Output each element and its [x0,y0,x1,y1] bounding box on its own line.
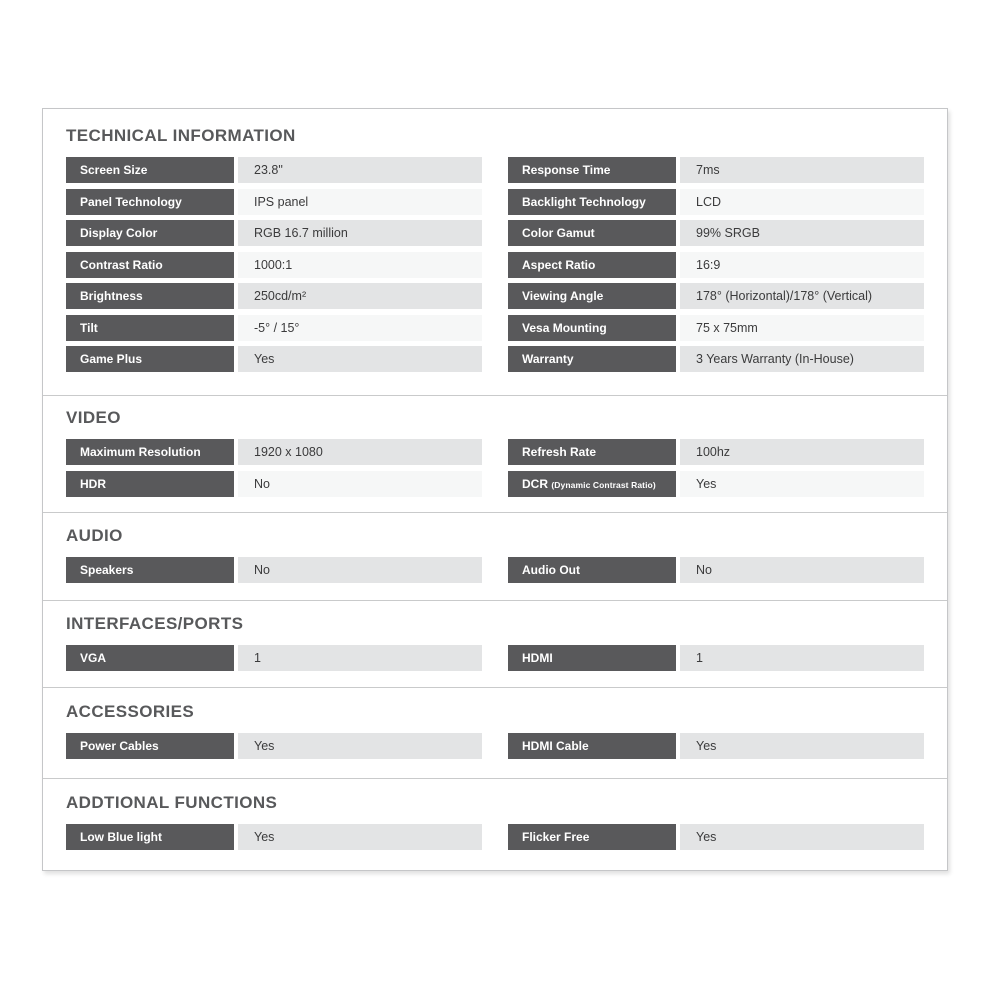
section-columns [66,439,924,502]
spec-label-cell [66,645,234,671]
spec-column-right [508,439,924,502]
spec-label-cell [66,252,234,278]
spec-label-text: Backlight Technology [522,194,646,209]
spec-label-cell [508,315,676,341]
spec-value-cell: RGB 16.7 million [238,220,482,246]
spec-column-left [66,157,482,378]
spec-value-cell: 250cd/m² [238,283,482,309]
spec-label-text: Low Blue light [80,830,162,845]
spec-label-text: Viewing Angle [522,289,604,303]
spec-row-dcr [508,471,924,497]
spec-row-tilt [66,315,482,341]
spec-row-audio-out [508,557,924,583]
spec-label-text: Audio Out [522,562,580,577]
spec-row-speakers [66,557,482,583]
spec-value-cell: 75 x 75mm [680,315,924,341]
spec-value-cell: Yes [238,346,482,372]
section-video [43,395,947,512]
section-interfaces-ports [43,600,947,688]
spec-sheet [42,108,948,871]
spec-label-cell [66,439,234,465]
spec-label-text: HDR [80,476,106,491]
spec-label-text: Flicker Free [522,830,590,845]
spec-label-text: Refresh Rate [522,445,597,460]
spec-label-text: Contrast Ratio [80,257,163,272]
spec-column-right [508,645,924,677]
spec-value-cell: No [238,471,482,497]
section-title: ADDTIONAL FUNCTIONS [66,793,278,813]
spec-row-aspect-ratio [508,252,924,278]
spec-label-cell [66,315,234,341]
section-accessories [43,687,947,778]
spec-row-flicker-free [508,824,924,850]
spec-label-cell [66,157,234,183]
spec-row-display-color [66,220,482,246]
spec-value-cell: Yes [238,824,482,850]
spec-label-text: Game Plus [80,352,143,366]
spec-label-cell [508,220,676,246]
spec-value-cell: 1000:1 [238,252,482,278]
spec-column-left [66,733,482,765]
spec-row-hdr [66,471,482,497]
spec-row-refresh-rate [508,439,924,465]
spec-label-text: Tilt [80,320,98,335]
spec-label-cell [508,157,676,183]
section-title: TECHNICAL INFORMATION [66,126,296,145]
spec-label-subtext: (Dynamic Contrast Ratio) [551,479,656,490]
spec-row-low-blue-light [66,824,482,850]
spec-column-left [66,645,482,677]
spec-label-cell [508,471,676,497]
spec-row-screen-size [66,157,482,183]
spec-label-cell [66,346,234,372]
spec-column-right [508,733,924,765]
section-title: AUDIO [66,525,123,545]
spec-row-power-cables [66,733,482,759]
spec-label-cell [508,824,676,850]
spec-label-text: Vesa Mounting [522,320,607,335]
spec-value-cell: Yes [680,824,924,850]
spec-column-left [66,557,482,589]
spec-row-response-time [508,157,924,183]
spec-value-cell: Yes [680,733,924,759]
spec-label-text: Color Gamut [522,226,595,240]
section-technical-information [43,109,947,395]
spec-column-right [508,557,924,589]
spec-value-cell: No [238,557,482,583]
spec-column-left [66,439,482,502]
spec-label-text: HDMI [522,650,553,665]
spec-value-cell: IPS panel [238,189,482,215]
section-title: ACCESSORIES [66,702,195,722]
spec-value-cell: No [680,557,924,583]
spec-label-cell [66,220,234,246]
spec-label-text: Response Time [522,163,611,177]
spec-label-text: Warranty [522,352,574,366]
spec-label-cell [508,252,676,278]
spec-label-text: Display Color [80,226,158,240]
spec-value-cell: Yes [680,471,924,497]
spec-row-brightness [66,283,482,309]
spec-value-cell: 16:9 [680,252,924,278]
spec-label-cell [508,557,676,583]
spec-label-cell [508,733,676,759]
spec-label-text: Panel Technology [80,194,182,209]
section-columns [66,824,924,856]
spec-column-right [508,824,924,856]
spec-label-cell [66,189,234,215]
spec-value-cell: 23.8" [238,157,482,183]
spec-value-cell: 100hz [680,439,924,465]
spec-label-text: Maximum Resolution [80,445,201,460]
spec-row-color-gamut [508,220,924,246]
section-columns [66,557,924,589]
spec-value-cell: 1920 x 1080 [238,439,482,465]
spec-label-cell [508,283,676,309]
section-addtional-functions [43,778,947,870]
spec-label-cell [66,471,234,497]
spec-row-backlight-technology [508,189,924,215]
section-columns [66,733,924,765]
spec-row-contrast-ratio [66,252,482,278]
spec-label-text: Screen Size [80,163,148,177]
spec-label-cell [66,557,234,583]
spec-label-text: Brightness [80,289,143,303]
spec-value-cell: 99% SRGB [680,220,924,246]
spec-row-maximum-resolution [66,439,482,465]
spec-label-cell [66,283,234,309]
spec-value-cell: Yes [238,733,482,759]
spec-label-cell [508,189,676,215]
spec-row-panel-technology [66,189,482,215]
section-columns [66,645,924,677]
spec-value-cell: 178° (Horizontal)/178° (Vertical) [680,283,924,309]
spec-label-text: DCR [522,476,548,491]
spec-row-warranty [508,346,924,372]
section-title: VIDEO [66,408,121,428]
spec-label-text: HDMI Cable [522,739,589,754]
spec-value-cell: 1 [680,645,924,671]
spec-value-cell: 7ms [680,157,924,183]
section-title: INTERFACES/PORTS [66,613,244,633]
spec-label-cell [508,645,676,671]
spec-label-cell [66,824,234,850]
spec-label-cell [508,346,676,372]
spec-row-game-plus [66,346,482,372]
spec-value-cell: 1 [238,645,482,671]
spec-column-left [66,824,482,856]
spec-row-viewing-angle [508,283,924,309]
spec-label-text: Aspect Ratio [522,257,596,272]
spec-label-text: Speakers [80,562,134,577]
spec-value-cell: LCD [680,189,924,215]
spec-label-cell [66,733,234,759]
spec-value-cell: 3 Years Warranty (In-House) [680,346,924,372]
spec-column-right [508,157,924,378]
section-columns [66,157,924,378]
spec-label-text: VGA [80,650,107,665]
spec-value-cell: -5° / 15° [238,315,482,341]
section-audio [43,512,947,600]
spec-label-text: Power Cables [80,739,159,754]
spec-row-vga [66,645,482,671]
spec-row-hdmi-cable [508,733,924,759]
spec-row-hdmi [508,645,924,671]
spec-row-vesa-mounting [508,315,924,341]
spec-label-cell [508,439,676,465]
